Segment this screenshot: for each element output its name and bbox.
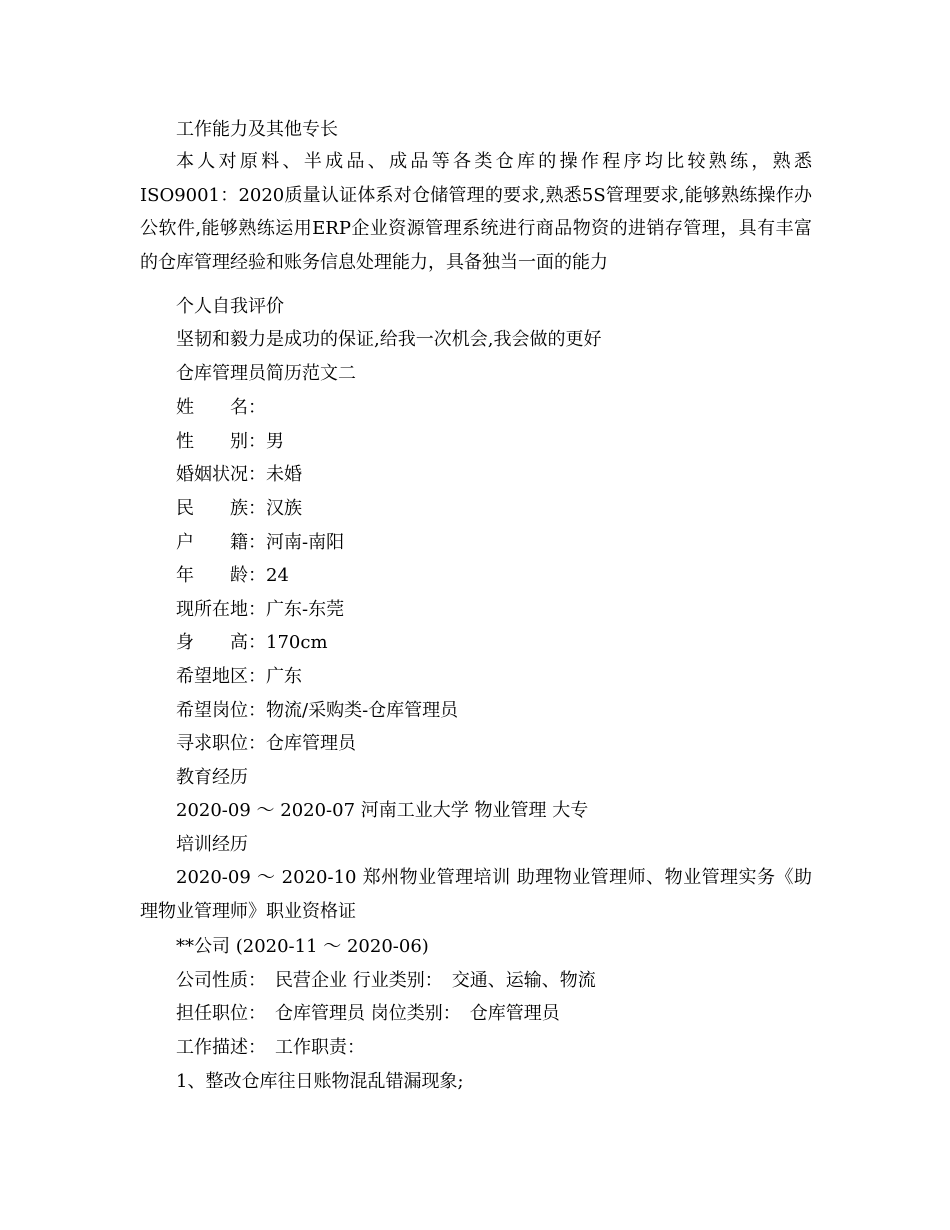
skills-paragraph: 本人对原料、半成品、成品等各类仓库的操作程序均比较熟练，熟悉ISO9001：2020质量认证体系对仓储管理的要求,熟悉5S管理要求,能够熟练操作办公软件,能够熟练运用ERP企业资源管理系统进行商品物资的进销存管理，具有丰富的仓库管理经验和账务信息处理能力，具备独当一面的能力: [140, 151, 812, 274]
heading-training: 培训经历: [176, 834, 248, 855]
profile-label: 姓 名：: [176, 397, 266, 418]
profile-row-ethnicity: [176, 499, 302, 519]
company-entry: **公司 (2020-11 ～ 2020-06): [176, 936, 429, 957]
duty-item-1: 1、整改仓库往日账物混乱错漏现象;: [176, 1071, 464, 1092]
profile-label: 婚姻状况：: [176, 464, 266, 485]
profile-label: 希望地区：: [176, 666, 266, 687]
company-nature: 公司性质： 民营企业 行业类别： 交通、运输、物流: [176, 970, 596, 991]
profile-value: 未婚: [266, 464, 302, 485]
profile-row-hukou: [176, 533, 344, 553]
profile-row-desired-region: [176, 667, 302, 687]
profile-row-gender: [176, 432, 284, 452]
profile-label: 民 族：: [176, 498, 266, 519]
profile-row-height: [176, 633, 328, 653]
self-evaluation-text: 坚韧和毅力是成功的保证,给我一次机会,我会做的更好: [176, 329, 602, 350]
profile-value: 物流/采购类-仓库管理员: [266, 700, 459, 721]
heading-self-evaluation: 个人自我评价: [176, 296, 284, 317]
profile-value: 广东-东莞: [266, 599, 345, 620]
heading-education: 教育经历: [176, 767, 248, 788]
profile-row-desired-post: [176, 701, 458, 721]
profile-label: 户 籍：: [176, 532, 266, 553]
profile-value: 汉族: [266, 498, 302, 519]
profile-label: 性 别：: [176, 431, 266, 452]
profile-value: 170cm: [266, 632, 328, 653]
profile-row-marital-status: [176, 465, 302, 485]
profile-row-age: [176, 566, 289, 586]
profile-label: 现所在地：: [176, 599, 266, 620]
profile-value: 广东: [266, 666, 302, 687]
position-info: 担任职位： 仓库管理员 岗位类别： 仓库管理员: [176, 1003, 560, 1024]
profile-row-target-position: [176, 734, 356, 754]
training-paragraph: 2020-09 ～ 2020-10 郑州物业管理培训 助理物业管理师、物业管理实务《助理物业管理师》职业资格证: [140, 867, 812, 922]
profile-label: 年 龄：: [176, 565, 266, 586]
profile-row-name: [176, 398, 266, 418]
profile-value: 男: [266, 431, 284, 452]
heading-skills: 工作能力及其他专长: [176, 119, 338, 140]
education-entry: 2020-09 ～ 2020-07 河南工业大学 物业管理 大专: [176, 800, 589, 821]
profile-label: 希望岗位：: [176, 700, 266, 721]
profile-row-current-location: [176, 600, 344, 620]
profile-value: 河南-南阳: [266, 532, 345, 553]
job-description: 工作描述： 工作职责：: [176, 1037, 365, 1058]
profile-value: 24: [266, 565, 289, 586]
profile-label: 身 高：: [176, 632, 266, 653]
heading-resume-sample-two: 仓库管理员简历范文二: [176, 363, 356, 384]
profile-value: 仓库管理员: [266, 733, 356, 754]
profile-label: 寻求职位：: [176, 733, 266, 754]
